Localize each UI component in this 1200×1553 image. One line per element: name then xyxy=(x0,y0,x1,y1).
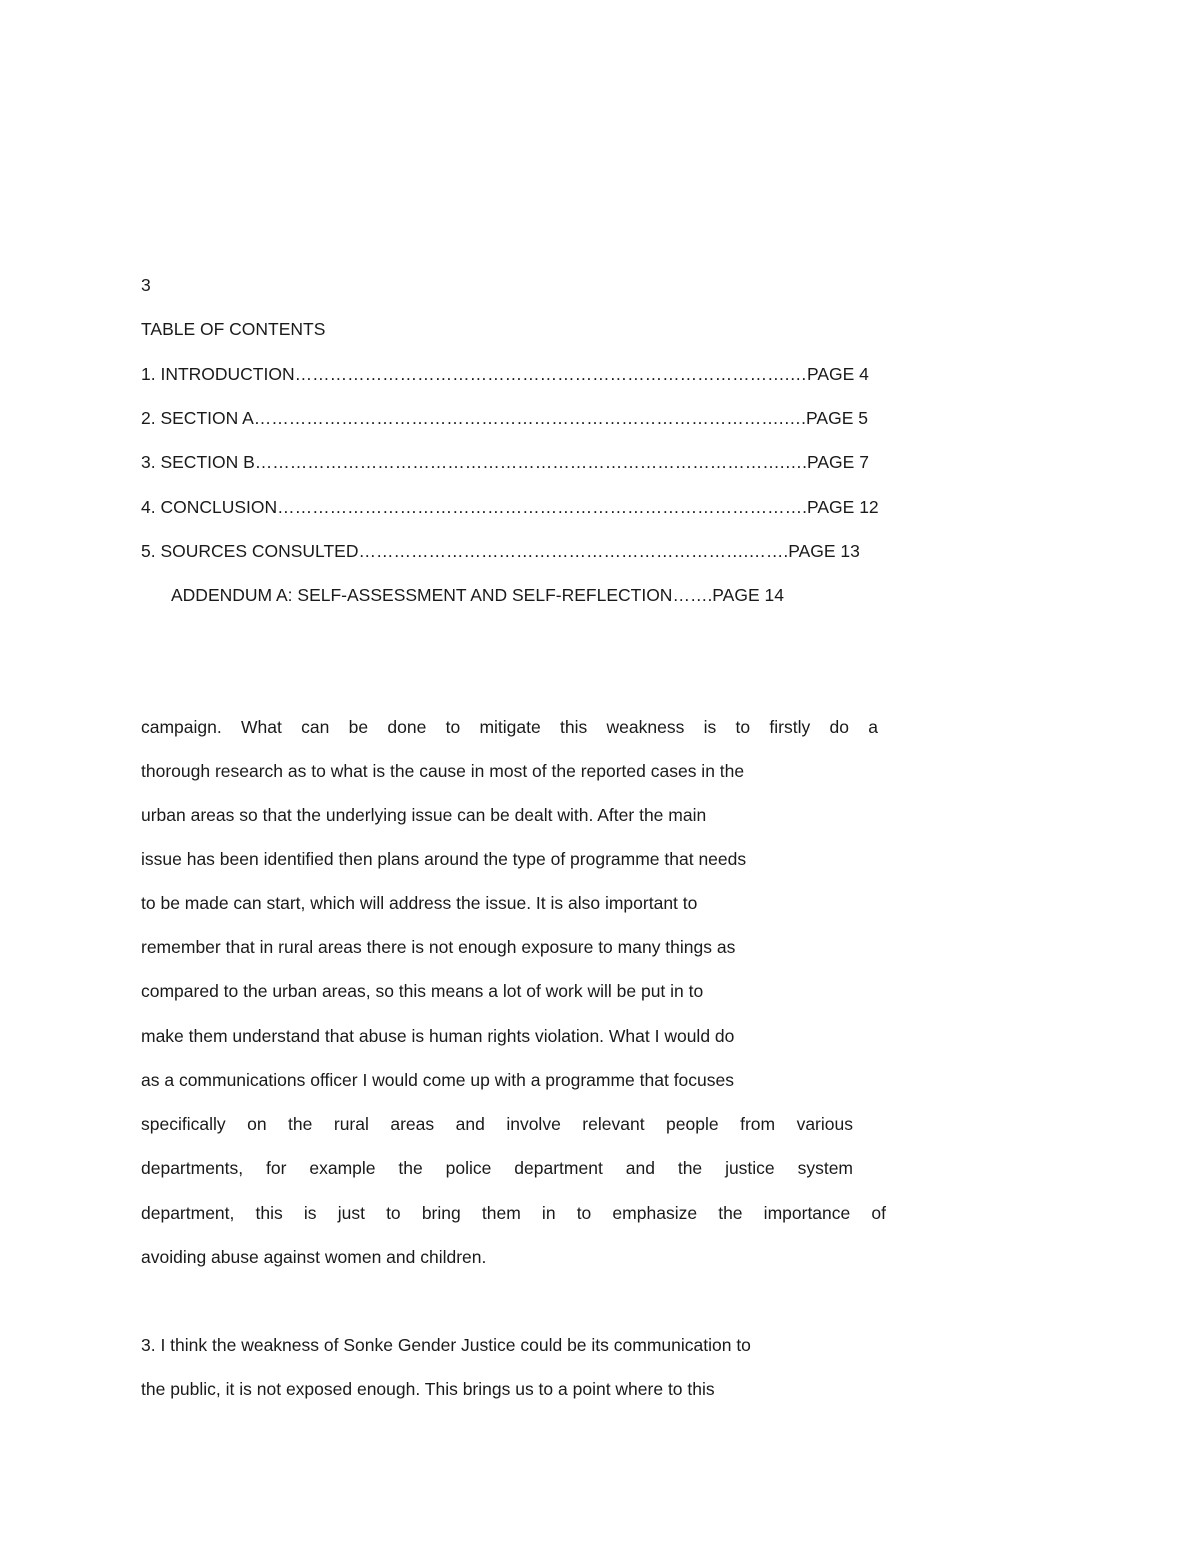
toc-heading: TABLE OF CONTENTS xyxy=(141,319,326,339)
body-line: issue has been identified then plans around the type of programme that needs xyxy=(141,849,747,869)
body-line: remember that in rural areas there is not enough exposure to many things as xyxy=(141,937,736,957)
section-3-line: the public, it is not exposed enough. This brings us to a point where to this xyxy=(141,1379,715,1399)
body-line: to be made can start, which will address the issue. It is also important to xyxy=(141,893,698,913)
body-line: specifically on the rural areas and involve relevant people from various xyxy=(141,1114,853,1134)
toc-entry-section-b: 3. SECTION B……………………………………………………………………………….….PAGE 7 xyxy=(141,452,869,472)
toc-entry-conclusion: 4. CONCLUSION……………………………………………………………………………….PAGE 12 xyxy=(141,497,879,517)
section-3-line: 3. I think the weakness of Sonke Gender Justice could be its communication to xyxy=(141,1335,751,1355)
body-line: department, this is just to bring them in to emphasize the importance of xyxy=(141,1203,886,1223)
toc-entry-addendum: ADDENDUM A: SELF-ASSESSMENT AND SELF-REFLECTION…….PAGE 14 xyxy=(171,585,784,605)
body-line: make them understand that abuse is human rights violation. What I would do xyxy=(141,1026,735,1046)
body-line: as a communications officer I would come up with a programme that focuses xyxy=(141,1070,735,1090)
toc-entry-sources: 5. SOURCES CONSULTED………………………………………………………….…….PAGE 13 xyxy=(141,541,860,561)
body-line: thorough research as to what is the cause in most of the reported cases in the xyxy=(141,761,745,781)
body-line: urban areas so that the underlying issue can be dealt with. After the main xyxy=(141,805,707,825)
page-number: 3 xyxy=(141,275,151,295)
body-line: campaign. What can be done to mitigate this weakness is to firstly do a xyxy=(141,717,878,737)
body-line: avoiding abuse against women and children. xyxy=(141,1247,487,1267)
toc-entry-section-a: 2. SECTION A……………………………………………………………………………….….PAGE 5 xyxy=(141,408,868,428)
toc-entry-introduction: 1. INTRODUCTION………………………………………………………………………….…PAGE 4 xyxy=(141,364,869,384)
body-line: departments, for example the police department and the justice system xyxy=(141,1158,853,1178)
body-line: compared to the urban areas, so this means a lot of work will be put in to xyxy=(141,981,704,1001)
